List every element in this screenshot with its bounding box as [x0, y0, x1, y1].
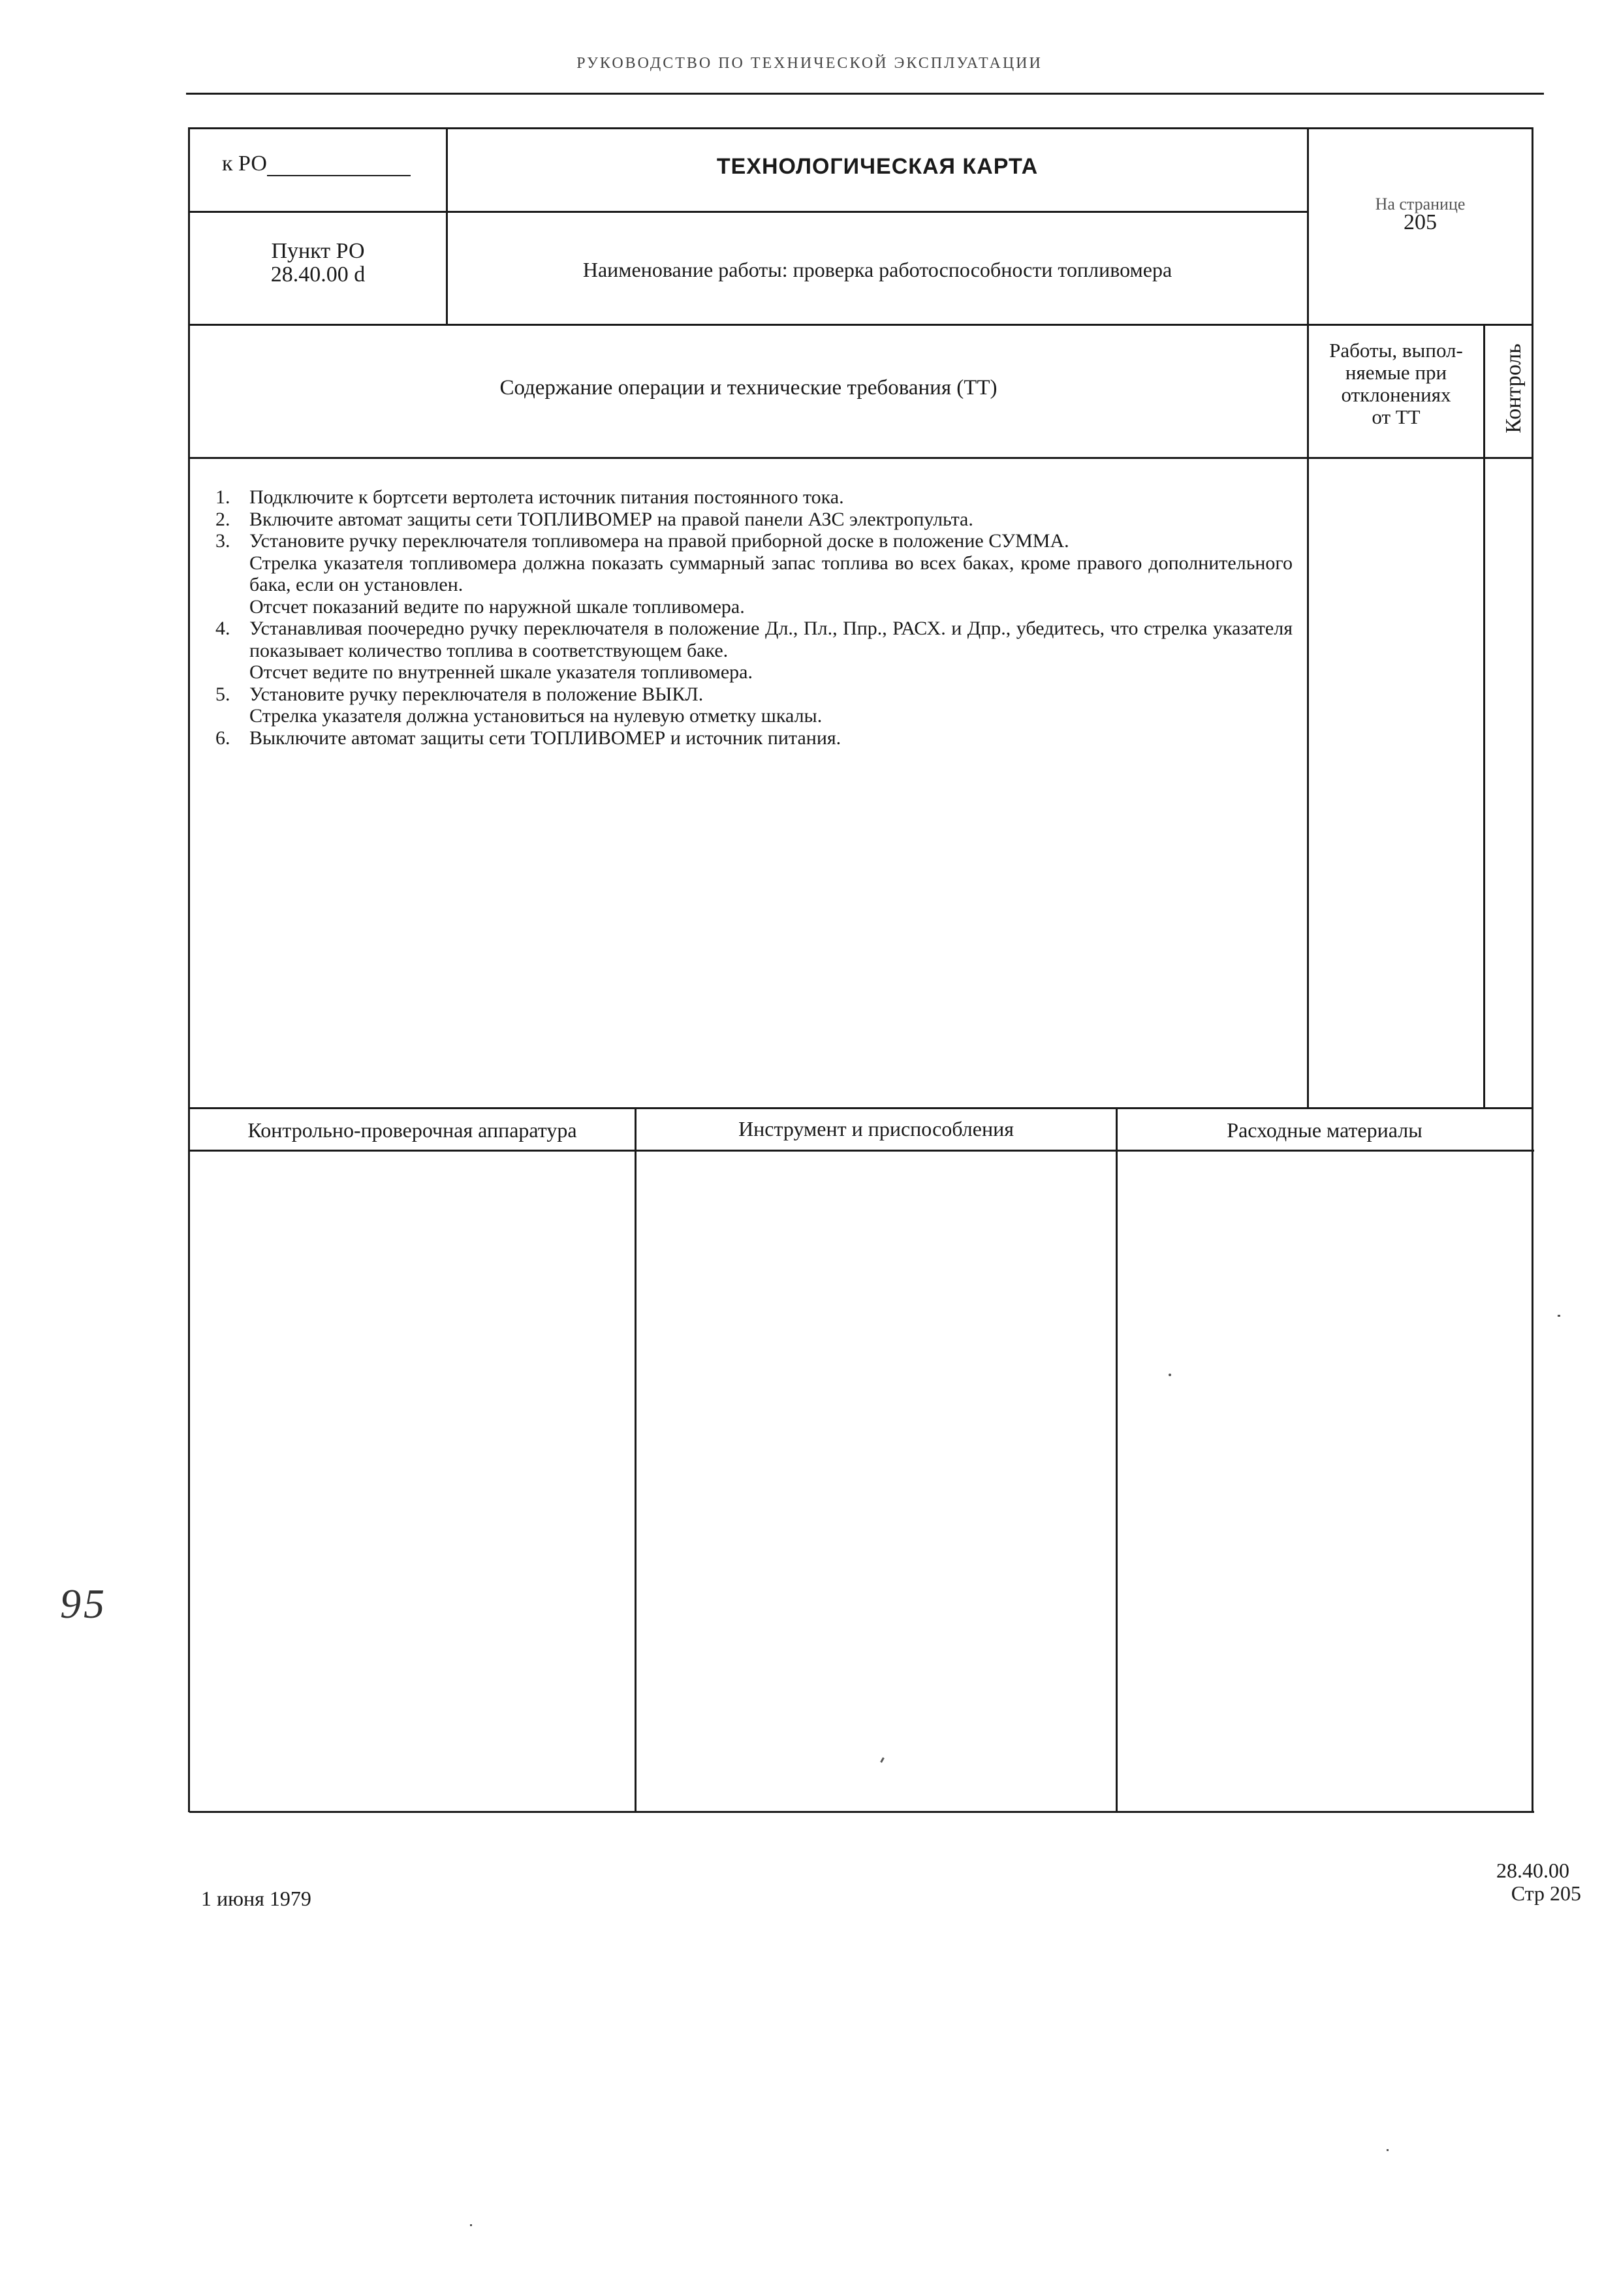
content-header: Содержание операции и технические требования (ТТ) — [499, 376, 998, 400]
operation-text: Отсчет ведите по внутренней шкале указателя топливомера. — [249, 661, 753, 683]
operation-item — [215, 509, 1293, 531]
rule — [189, 1150, 1534, 1152]
operation-number: 6. — [215, 727, 230, 749]
operation-text: Подключите к бортсети вертолета источник питания постоянного тока. — [249, 486, 844, 508]
rule — [1532, 127, 1533, 1109]
rule — [188, 1107, 190, 1812]
operation-text: Стрелка указателя топливомера должна показать суммарный запас топлива во всех баках, кроме правого дополнительного бака, если он установлен. — [249, 552, 1293, 595]
card-title: ТЕХНОЛОГИЧЕСКАЯ КАРТА — [716, 154, 1039, 179]
footer-date: 1 июня 1979 — [201, 1887, 311, 1910]
tools-header: Инструмент и приспособления — [738, 1117, 1014, 1140]
speck — [1169, 1374, 1171, 1376]
control-header-text: Контроль — [1501, 343, 1526, 433]
deviations-header: Работы, выпол- няемые при отклонениях от ТТ — [1329, 339, 1463, 428]
rule — [188, 127, 1533, 129]
item-value: 28.40.00 d — [270, 262, 366, 287]
page-number: 205 — [1404, 210, 1437, 234]
operation-item — [215, 530, 1293, 618]
operation-item — [215, 684, 1293, 727]
rule — [188, 324, 1533, 326]
rule — [189, 1811, 1534, 1813]
operation-text: Установите ручку переключателя топливомера на правой приборной доске в положение СУММА. — [249, 530, 1069, 552]
running-header: РУКОВОДСТВО ПО ТЕХНИЧЕСКОЙ ЭКСПЛУАТАЦИИ — [576, 55, 1043, 72]
margin-note: 95 — [60, 1580, 107, 1627]
speck — [470, 2224, 472, 2226]
rule — [188, 1107, 1533, 1109]
materials-header: Расходные материалы — [1227, 1118, 1423, 1142]
operation-text: Выключите автомат защиты сети ТОПЛИВОМЕР и источник питания. — [249, 727, 841, 749]
footer-doc-code: 28.40.00 — [1496, 1859, 1569, 1882]
footer-page: Стр 205 — [1511, 1881, 1581, 1905]
control-header — [1485, 326, 1543, 450]
operation-number: 4. — [215, 618, 230, 639]
ref-label — [222, 151, 411, 176]
page-label: На странице — [1375, 195, 1466, 213]
operation-text: Установите ручку переключателя в положение ВЫКЛ. — [249, 683, 704, 705]
item-label: Пункт РО — [271, 239, 365, 263]
operation-text: Включите автомат защиты сети ТОПЛИВОМЕР на правой панели АЗС электропульта. — [249, 508, 973, 530]
operation-number: 5. — [215, 683, 230, 705]
ref-value — [267, 155, 411, 176]
rule — [1116, 1107, 1118, 1812]
rule — [1307, 127, 1309, 1109]
header-rule — [186, 93, 1544, 95]
ref-label-text: к РО — [222, 151, 267, 176]
operation-text: Стрелка указателя должна установиться на нулевую отметку шкалы. — [249, 705, 823, 727]
equipment-header: Контрольно-проверочная аппаратура — [247, 1118, 577, 1142]
rule — [1532, 1107, 1533, 1812]
operation-item — [215, 727, 1293, 749]
rule — [635, 1107, 637, 1812]
operation-item — [215, 486, 1293, 509]
operation-number: 2. — [215, 508, 230, 530]
operation-text: Отсчет показаний ведите по наружной шкале топливомера. — [249, 595, 745, 618]
operation-number: 1. — [215, 486, 230, 508]
work-name: Наименование работы: проверка работоспособности топливомера — [582, 258, 1172, 281]
speck — [1558, 1315, 1560, 1317]
operation-number: 3. — [215, 530, 230, 552]
speck — [1387, 2149, 1389, 2151]
operation-item — [215, 618, 1293, 684]
speck — [880, 1757, 885, 1763]
rule — [188, 457, 1533, 459]
operations-list — [215, 486, 1293, 749]
rule — [188, 211, 1308, 213]
operation-text: Устанавливая поочередно ручку переключателя в положение Дл., Пл., Ппр., РАСХ. и Дпр., убедитесь, что стрелка указателя показывает количество топлива в соответствующем баке. — [249, 618, 1293, 661]
